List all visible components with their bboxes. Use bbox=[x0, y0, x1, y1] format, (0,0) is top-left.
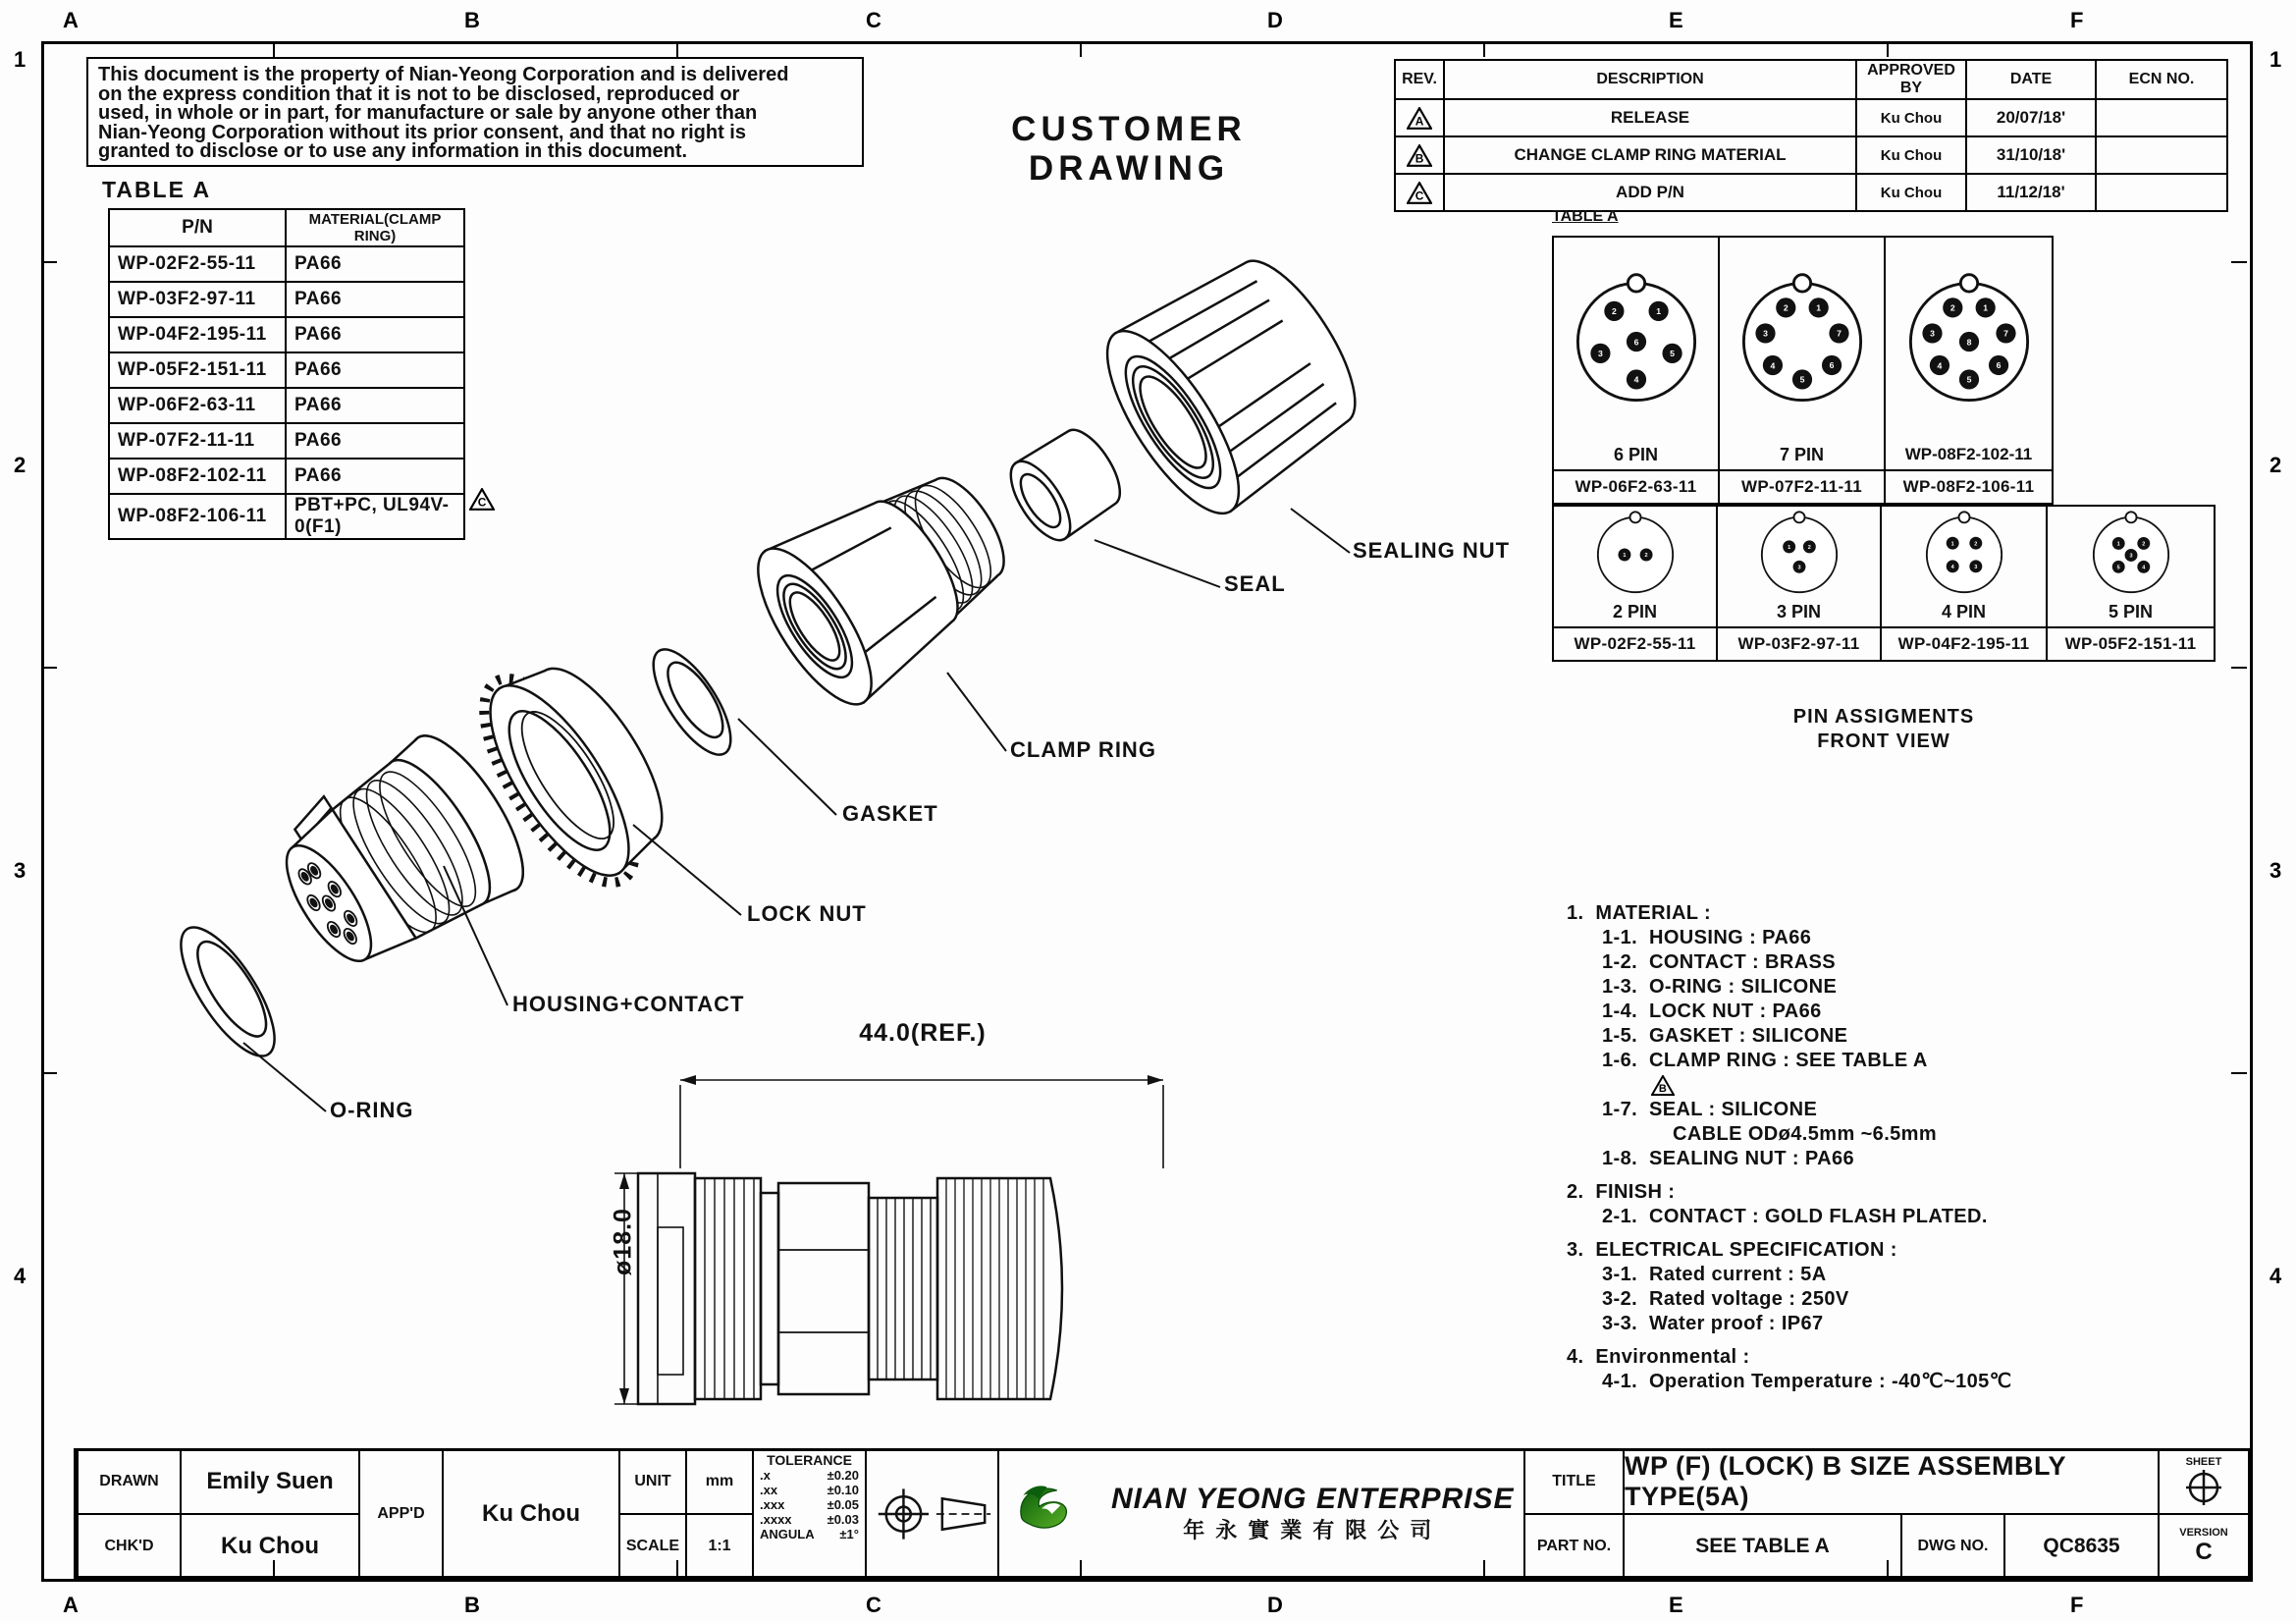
label-clamp-ring: CLAMP RING bbox=[1010, 737, 1156, 762]
sheet-symbol-icon bbox=[2184, 1468, 2223, 1507]
revision-table bbox=[1394, 59, 2228, 212]
unit-value: mm bbox=[685, 1448, 754, 1515]
svg-text:5: 5 bbox=[2116, 564, 2120, 570]
zone-row-3-left: 3 bbox=[14, 858, 27, 883]
table-row: WP-08F2-106-11 PBT+PC, UL94V-0(F1) bbox=[109, 494, 464, 539]
dimension-length: 44.0(REF.) bbox=[859, 1019, 987, 1047]
pin-cell-6pin bbox=[1552, 236, 1720, 505]
note-line: 1-3. O-RING : SILICONE bbox=[1602, 976, 1838, 998]
svg-text:5: 5 bbox=[1966, 374, 1971, 385]
pin-part-number: WP-08F2-102-11 bbox=[1904, 445, 2033, 463]
note-line: 2-1. CONTACT : GOLD FLASH PLATED. bbox=[1602, 1206, 1988, 1227]
pin-count-label: 4 PIN bbox=[1941, 602, 1987, 622]
zone-col-f-bottom: F bbox=[2070, 1593, 2084, 1617]
label-sealing-nut: SEALING NUT bbox=[1353, 538, 1511, 563]
note-line: 4. Environmental : bbox=[1567, 1346, 1750, 1368]
company-name-en: NIAN YEONG ENTERPRISE bbox=[1111, 1483, 1515, 1515]
note-line: 3. ELECTRICAL SPECIFICATION : bbox=[1567, 1239, 1897, 1261]
zone-row-4-left: 4 bbox=[14, 1264, 27, 1288]
svg-text:4: 4 bbox=[1937, 359, 1942, 370]
svg-text:6: 6 bbox=[1829, 359, 1834, 370]
tolerance-block: TOLERANCE .x ±0.20 .xx ±0.10 .xxx ±0.05 .xxxx ±0.03 ANGULA ±1° bbox=[752, 1448, 867, 1579]
zone-col-d-top: D bbox=[1267, 8, 1283, 32]
pin-diagram-3pin bbox=[1752, 508, 1846, 602]
note-line: 1-4. LOCK NUT : PA66 bbox=[1602, 1001, 1822, 1022]
zone-row-4-right: 4 bbox=[2269, 1264, 2282, 1288]
pin-diagram-7pin bbox=[1729, 268, 1876, 415]
disclaimer-line: granted to disclose or to use any information in this document. bbox=[98, 140, 688, 162]
drawn-label: DRAWN bbox=[77, 1448, 182, 1515]
note-line: 1-1. HOUSING : PA66 bbox=[1602, 927, 1812, 948]
svg-text:8: 8 bbox=[1966, 336, 1971, 347]
svg-text:5: 5 bbox=[1799, 374, 1804, 385]
label-lock-nut: LOCK NUT bbox=[747, 901, 867, 926]
version-cell bbox=[2158, 1513, 2250, 1579]
table-row: WP-04F2-195-11 PA66 bbox=[109, 317, 464, 352]
appd-value: Ku Chou bbox=[442, 1448, 620, 1579]
part-no-value: SEE TABLE A bbox=[1623, 1513, 1902, 1579]
table-row: WP-02F2-55-11 PA66 bbox=[109, 246, 464, 282]
notes-section bbox=[1567, 901, 2254, 1394]
zone-col-c-top: C bbox=[866, 8, 881, 32]
assembled-view bbox=[579, 1016, 1207, 1438]
disclaimer-line: used, in whole or in part, for manufacture or sale by anyone other than bbox=[98, 102, 758, 124]
part-no-label: PART NO. bbox=[1523, 1513, 1625, 1579]
label-seal: SEAL bbox=[1224, 571, 1286, 596]
sheet-label: SHEET bbox=[2185, 1456, 2222, 1468]
pin-cell-8pin bbox=[1884, 236, 2054, 505]
tolerance-title: TOLERANCE bbox=[767, 1452, 852, 1468]
svg-text:3: 3 bbox=[1929, 328, 1935, 339]
svg-text:2: 2 bbox=[1949, 302, 1955, 313]
zone-row-3-right: 3 bbox=[2269, 858, 2282, 883]
svg-text:7: 7 bbox=[1836, 328, 1842, 339]
revision-row: C ADD P/N Ku Chou 11/12/18' bbox=[1395, 174, 2227, 211]
svg-text:1: 1 bbox=[1787, 544, 1790, 551]
disclaimer-box bbox=[86, 57, 864, 167]
pin-cell-4pin bbox=[1880, 505, 2048, 662]
svg-text:5: 5 bbox=[1669, 348, 1675, 358]
pin-table-title: TABLE A bbox=[1552, 208, 1619, 225]
company-name-cn: 年永實業有限公司 bbox=[1183, 1518, 1443, 1542]
title-value: WP (F) (LOCK) B SIZE ASSEMBLY TYPE(5A) bbox=[1623, 1448, 2160, 1515]
disclaimer-line: on the express condition that it is not to be disclosed, reproduced or bbox=[98, 82, 740, 105]
page-title: CUSTOMER DRAWING bbox=[1011, 110, 1247, 188]
svg-text:4: 4 bbox=[1770, 359, 1775, 370]
svg-text:2: 2 bbox=[1611, 305, 1617, 316]
svg-text:3: 3 bbox=[1796, 564, 1801, 570]
revision-flag-icon bbox=[1407, 107, 1432, 130]
label-gasket: GASKET bbox=[842, 801, 938, 826]
table-a-title: TABLE A bbox=[102, 177, 212, 202]
table-row: WP-08F2-102-11 PA66 bbox=[109, 459, 464, 494]
pin-diagram-4pin bbox=[1917, 508, 2011, 602]
pin-count-label: 5 PIN bbox=[2108, 602, 2154, 622]
note-line: 1-2. CONTACT : BRASS bbox=[1602, 951, 1837, 973]
pin-cell-2pin bbox=[1552, 505, 1718, 662]
revision-row: A RELEASE Ku Chou 20/07/18' bbox=[1395, 99, 2227, 136]
dimension-diameter: ø18.0 bbox=[609, 1208, 637, 1275]
pin-cell-7pin bbox=[1718, 236, 1886, 505]
zone-col-e-bottom: E bbox=[1669, 1593, 1683, 1617]
zone-col-a-bottom: A bbox=[63, 1593, 79, 1617]
appd-label: APP'D bbox=[358, 1448, 444, 1579]
dwg-no-label: DWG NO. bbox=[1900, 1513, 2005, 1579]
note-line: 3-3. Water proof : IP67 bbox=[1602, 1313, 1824, 1334]
title-label: TITLE bbox=[1523, 1448, 1625, 1515]
svg-text:3: 3 bbox=[1762, 328, 1768, 339]
svg-text:4: 4 bbox=[1950, 564, 1954, 570]
third-angle-projection-icon bbox=[867, 1450, 997, 1578]
table-row: WP-07F2-11-11 PA66 bbox=[109, 423, 464, 459]
zone-col-e-top: E bbox=[1669, 8, 1683, 32]
pin-count-label: 3 PIN bbox=[1776, 602, 1822, 622]
rev-header: DESCRIPTION bbox=[1444, 60, 1856, 99]
pin-cell-5pin bbox=[2046, 505, 2216, 662]
pin-cell-3pin bbox=[1716, 505, 1882, 662]
scale-label: SCALE bbox=[618, 1513, 687, 1579]
table-row: WP-05F2-151-11 PA66 bbox=[109, 352, 464, 388]
zone-col-a-top: A bbox=[63, 8, 79, 32]
svg-text:1: 1 bbox=[1815, 302, 1821, 313]
pin-part-number: WP-05F2-151-11 bbox=[2048, 626, 2214, 660]
pin-part-number: WP-06F2-63-11 bbox=[1554, 469, 1718, 503]
pin-part-number: WP-08F2-106-11 bbox=[1886, 469, 2052, 503]
svg-text:1: 1 bbox=[2116, 541, 2120, 548]
svg-text:1: 1 bbox=[1622, 552, 1626, 559]
zone-row-2-left: 2 bbox=[14, 453, 27, 477]
pin-part-number: WP-02F2-55-11 bbox=[1554, 626, 1716, 660]
note-line: 1. MATERIAL : bbox=[1567, 902, 1712, 924]
svg-text:2: 2 bbox=[2141, 541, 2145, 548]
svg-text:C: C bbox=[1415, 189, 1424, 203]
zone-col-b-bottom: B bbox=[464, 1593, 480, 1617]
svg-text:4: 4 bbox=[1633, 374, 1638, 385]
pin-diagram-2pin bbox=[1588, 508, 1682, 602]
svg-text:2: 2 bbox=[1783, 302, 1789, 313]
note-line: 2. FINISH : bbox=[1567, 1181, 1676, 1203]
svg-text:A: A bbox=[1415, 114, 1424, 129]
table-row: WP-06F2-63-11 PA66 bbox=[109, 388, 464, 423]
pin-diagram-6pin bbox=[1563, 268, 1710, 415]
note-line: CABLE ODø4.5mm ~6.5mm bbox=[1673, 1123, 1938, 1145]
projection-symbol bbox=[865, 1448, 999, 1579]
svg-text:C: C bbox=[477, 495, 487, 510]
note-line: 1-8. SEALING NUT : PA66 bbox=[1602, 1148, 1855, 1169]
svg-text:1: 1 bbox=[1950, 540, 1954, 547]
zone-row-2-right: 2 bbox=[2269, 453, 2282, 477]
table-a-header-material: MATERIAL(CLAMP RING) bbox=[286, 209, 464, 246]
zone-col-b-top: B bbox=[464, 8, 480, 32]
drawn-value: Emily Suen bbox=[180, 1448, 360, 1515]
label-o-ring: O-RING bbox=[330, 1098, 414, 1122]
pin-part-number: WP-04F2-195-11 bbox=[1882, 626, 2046, 660]
note-line: 4-1. Operation Temperature : -40℃~105℃ bbox=[1602, 1371, 2012, 1392]
company-cell bbox=[997, 1448, 1525, 1579]
unit-label: UNIT bbox=[618, 1448, 687, 1515]
chkd-value: Ku Chou bbox=[180, 1513, 360, 1579]
note-line: 3-1. Rated current : 5A bbox=[1602, 1264, 1827, 1285]
svg-text:3: 3 bbox=[1973, 564, 1977, 570]
pin-part-number: WP-03F2-97-11 bbox=[1718, 626, 1880, 660]
pin-part-number: WP-07F2-11-11 bbox=[1720, 469, 1884, 503]
revision-flag-icon bbox=[1651, 1075, 1675, 1096]
pin-diagram-8pin bbox=[1896, 268, 2043, 415]
disclaimer-line: Nian-Yeong Corporation without its prior consent, and that no right is bbox=[98, 121, 746, 143]
svg-text:2: 2 bbox=[1807, 544, 1811, 551]
rev-header: DATE bbox=[1966, 60, 2096, 99]
pin-table-caption: PIN ASSIGMENTS FRONT VIEW bbox=[1792, 706, 1975, 752]
chkd-label: CHK'D bbox=[77, 1513, 182, 1579]
sheet-cell bbox=[2158, 1448, 2250, 1515]
svg-text:2: 2 bbox=[1644, 552, 1648, 559]
note-line: 1-5. GASKET : SILICONE bbox=[1602, 1025, 1848, 1047]
pin-diagram-5pin bbox=[2084, 508, 2178, 602]
svg-text:B: B bbox=[1415, 151, 1424, 166]
zone-col-c-bottom: C bbox=[866, 1593, 881, 1617]
svg-text:1: 1 bbox=[1655, 305, 1661, 316]
svg-text:1: 1 bbox=[1982, 302, 1988, 313]
company-logo bbox=[1013, 1480, 1097, 1548]
rev-header: APPROVED BY bbox=[1856, 60, 1966, 99]
dwg-no-value: QC8635 bbox=[2003, 1513, 2160, 1579]
zone-row-1-left: 1 bbox=[14, 47, 27, 72]
revision-row: B CHANGE CLAMP RING MATERIAL Ku Chou 31/10/18' bbox=[1395, 136, 2227, 174]
table-row: WP-03F2-97-11 PA66 bbox=[109, 282, 464, 317]
svg-text:2: 2 bbox=[1973, 540, 1977, 547]
scale-value: 1:1 bbox=[685, 1513, 754, 1579]
version-label: VERSION bbox=[2179, 1526, 2228, 1539]
pin-count-label: 6 PIN bbox=[1613, 445, 1659, 464]
disclaimer-line: This document is the property of Nian-Yeong Corporation and is delivered bbox=[98, 64, 789, 85]
svg-text:3: 3 bbox=[1597, 348, 1603, 358]
rev-header: REV. bbox=[1395, 60, 1444, 99]
pin-count-label: 7 PIN bbox=[1779, 445, 1825, 464]
note-line: 1-7. SEAL : SILICONE bbox=[1602, 1099, 1818, 1120]
zone-row-1-right: 1 bbox=[2269, 47, 2282, 72]
note-line: 1-6. CLAMP RING : SEE TABLE A B bbox=[1602, 1050, 1928, 1096]
svg-text:6: 6 bbox=[1996, 359, 2001, 370]
note-line: 3-2. Rated voltage : 250V bbox=[1602, 1288, 1849, 1310]
table-a-header-pn: P/N bbox=[109, 209, 286, 246]
zone-col-d-bottom: D bbox=[1267, 1593, 1283, 1617]
svg-text:6: 6 bbox=[1633, 336, 1638, 347]
rev-header: ECN NO. bbox=[2096, 60, 2227, 99]
revision-flag-icon bbox=[1407, 182, 1432, 204]
svg-text:4: 4 bbox=[2141, 564, 2145, 570]
zone-col-f-top: F bbox=[2070, 8, 2084, 32]
label-housing-contact: HOUSING+CONTACT bbox=[512, 992, 745, 1016]
svg-text:3: 3 bbox=[2128, 553, 2133, 560]
pin-count-label: 2 PIN bbox=[1612, 602, 1658, 622]
version-value: C bbox=[2195, 1538, 2213, 1565]
svg-text:B: B bbox=[1658, 1083, 1667, 1096]
revision-flag-icon bbox=[1407, 144, 1432, 167]
svg-text:7: 7 bbox=[2002, 328, 2008, 339]
